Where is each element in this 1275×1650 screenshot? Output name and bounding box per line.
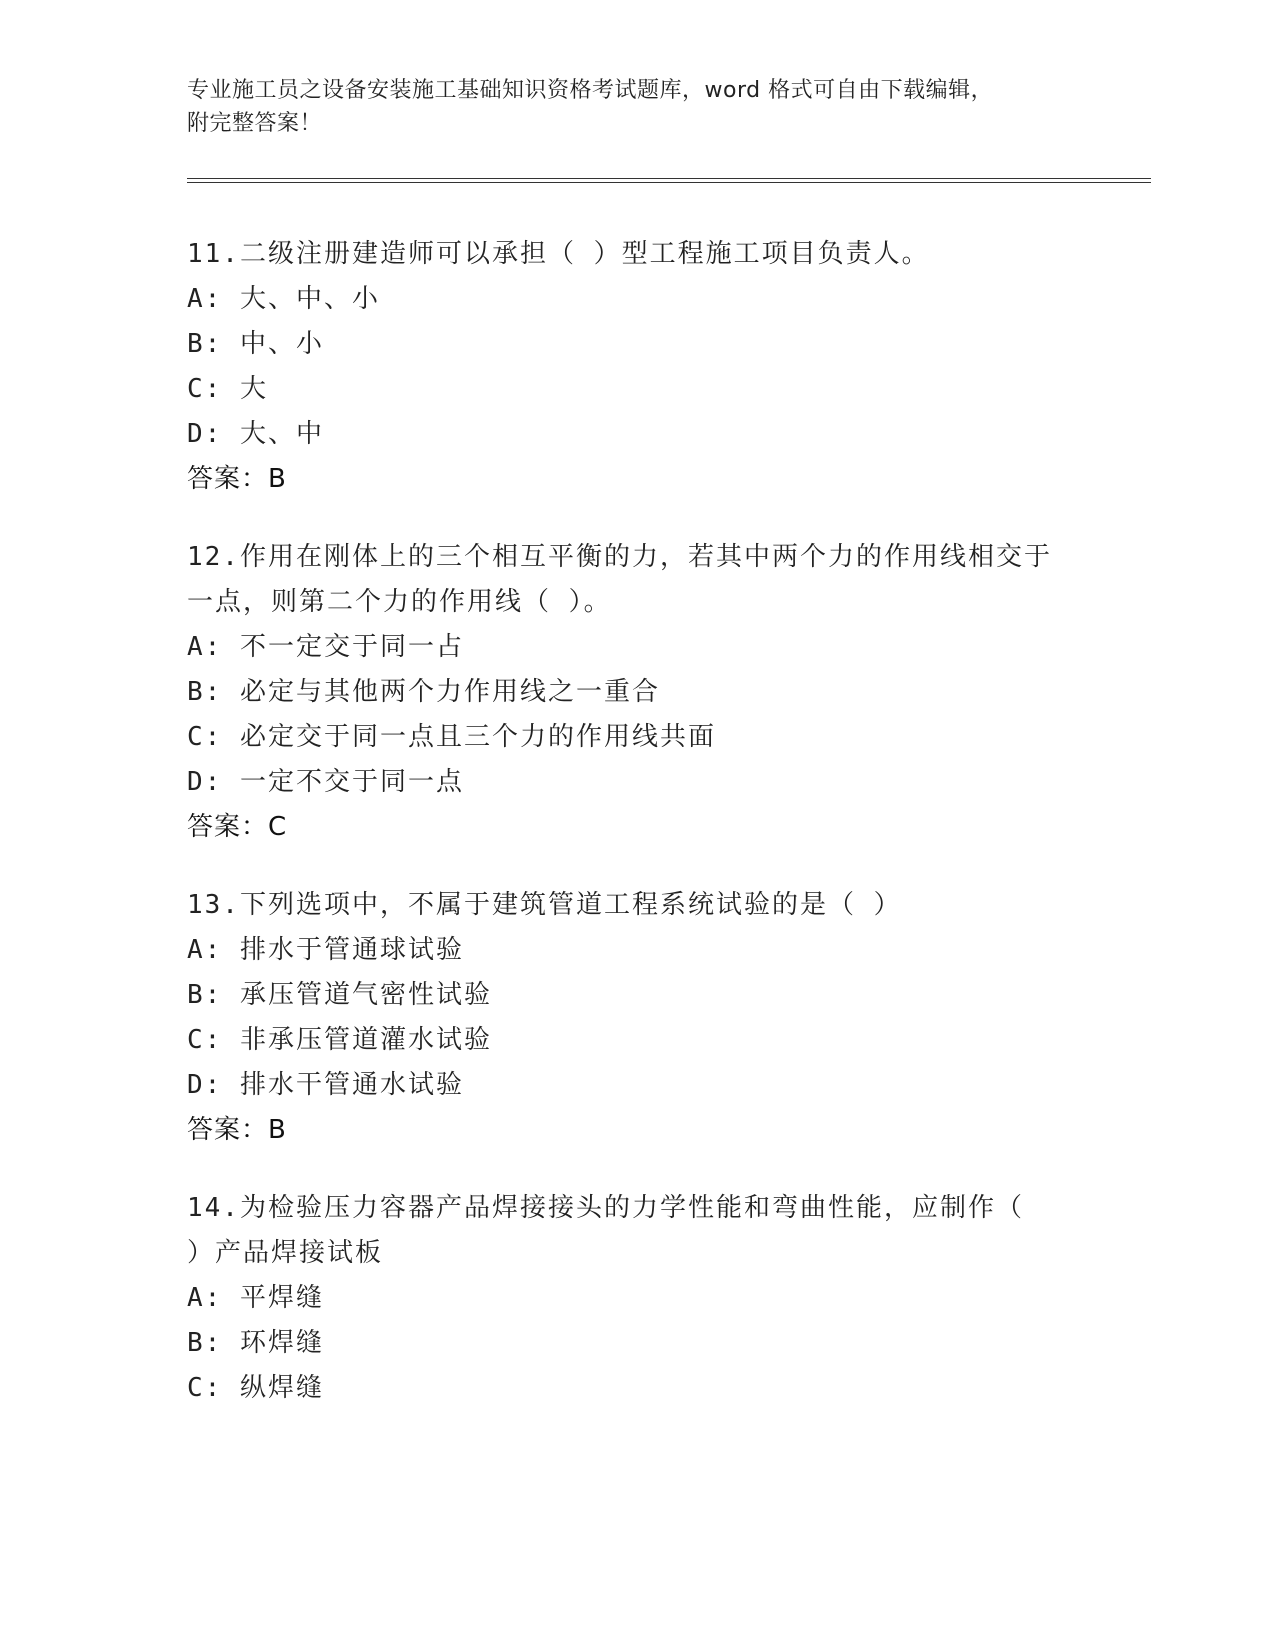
option-c: C: 纵焊缝: [187, 1373, 324, 1403]
option-c: C: 大: [187, 374, 268, 404]
question-stem: 14.为检验压力容器产品焊接接头的力学性能和弯曲性能，应制作（ ）产品焊接试板: [187, 1193, 1024, 1268]
question-list: [187, 232, 1087, 1444]
option-a: A: 不一定交于同一占: [187, 632, 464, 662]
option-d: D: 大、中: [187, 419, 324, 449]
option-b: B: 承压管道气密性试验: [187, 980, 492, 1010]
option-c: C: 必定交于同一点且三个力的作用线共面: [187, 722, 716, 752]
question-stem: 13.下列选项中，不属于建筑管道工程系统试验的是（ ）: [187, 890, 902, 920]
option-d: D: 排水干管通水试验: [187, 1070, 464, 1100]
question-12: [187, 535, 1087, 850]
question-stem: 12.作用在刚体上的三个相互平衡的力，若其中两个力的作用线相交于 一点，则第二个力的作用线（ ）。: [187, 542, 1052, 617]
option-a: A: 排水于管通球试验: [187, 935, 464, 965]
header-line-1: 专业施工员之设备安装施工基础知识资格考试题库，word 格式可自由下载编辑，: [187, 78, 994, 103]
option-b: B: 必定与其他两个力作用线之一重合: [187, 677, 660, 707]
header-double-rule: [187, 178, 1151, 183]
document-header: [187, 74, 1067, 140]
option-c: C: 非承压管道灌水试验: [187, 1025, 492, 1055]
question-13: [187, 883, 1087, 1153]
question-14: [187, 1186, 1087, 1411]
header-line-2: 附完整答案！: [187, 111, 323, 136]
option-a: A: 平焊缝: [187, 1283, 324, 1313]
question-stem: 11.二级注册建造师可以承担（ ）型工程施工项目负责人。: [187, 239, 930, 269]
option-b: B: 环焊缝: [187, 1328, 324, 1358]
answer-label: 答案：B: [187, 1115, 287, 1145]
answer-label: 答案：C: [187, 812, 288, 842]
option-a: A: 大、中、小: [187, 284, 380, 314]
option-d: D: 一定不交于同一点: [187, 767, 464, 797]
question-11: [187, 232, 1087, 502]
option-b: B: 中、小: [187, 329, 324, 359]
answer-label: 答案：B: [187, 464, 287, 494]
